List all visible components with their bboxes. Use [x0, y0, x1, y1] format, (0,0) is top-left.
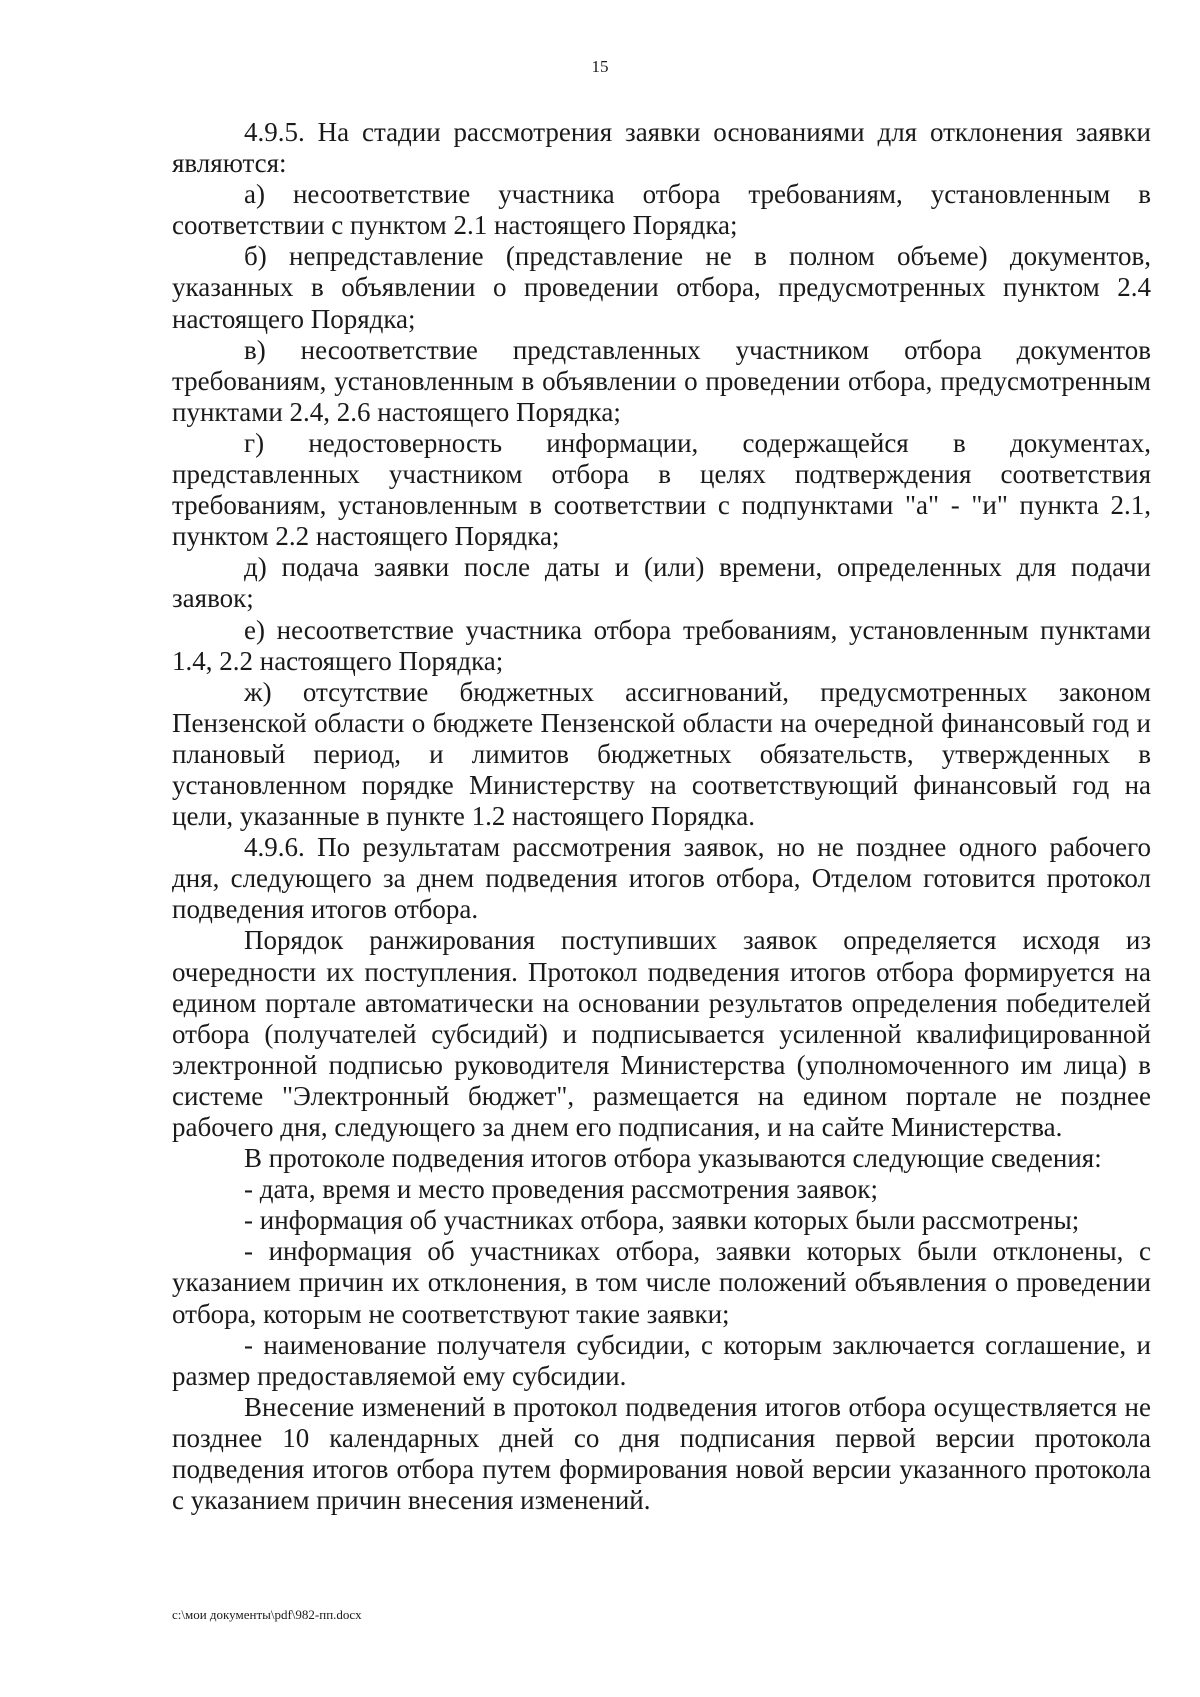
- protocol-item-date: - дата, время и место проведения рассмотрения заявок;: [244, 1174, 879, 1205]
- paragraph-4-9-6: 4.9.6. По результатам рассмотрения заявок, но не позднее одного рабочего дня, следующего за днем подведения итогов отбора, Отделом готовится протокол подведения итогов отбора.: [172, 832, 1151, 925]
- list-item-v: в) несоответствие представленных участником отбора документов требованиям, установленным в объявлении о проведении отбора, предусмотренным пунктами 2.4, 2.6 настоящего Порядка;: [172, 334, 1151, 427]
- document-body: [172, 117, 1151, 1516]
- list-item-e: е) несоответствие участника отбора требованиям, установленным пунктами 1.4, 2.2 настоящего Порядка;: [172, 614, 1151, 676]
- list-item-d: д) подача заявки после даты и (или) времени, определенных для подачи заявок;: [172, 552, 1151, 614]
- list-item-a: а) несоответствие участника отбора требованиям, установленным в соответствии с пунктом 2.1 настоящего Порядка;: [172, 179, 1151, 241]
- paragraph-amendments: Внесение изменений в протокол подведения итогов отбора осуществляется не позднее 10 календарных дней со дня подписания первой версии протокола подведения итогов отбора путем формирования новой версии указанного протокола с указанием причин внесения изменений.: [172, 1391, 1151, 1516]
- protocol-item-recipient: - наименование получателя субсидии, с которым заключается соглашение, и размер предоставляемой ему субсидии.: [172, 1329, 1151, 1391]
- protocol-item-rejected: - информация об участниках отбора, заявки которых были отклонены, с указанием причин их отклонения, в том числе положений объявления о проведении отбора, которым не соответствуют такие заявки;: [172, 1236, 1151, 1329]
- footer-file-path: c:\мои документы\pdf\982-пп.docx: [172, 1607, 362, 1622]
- paragraph-protocol-contents: В протоколе подведения итогов отбора указываются следующие сведения:: [244, 1143, 1102, 1174]
- list-item-g: г) недостоверность информации, содержащейся в документах, представленных участником отбора в целях подтверждения соответствия требованиям, установленным в соответствии с подпунктами "а" - "и" пункта 2.1, пунктом 2.2 настоящего Порядка;: [172, 427, 1151, 552]
- paragraph-ranking-order: Порядок ранжирования поступивших заявок определяется исходя из очередности их поступления. Протокол подведения итогов отбора формируется на едином портале автоматически на основании результатов определения победителей отбора (получателей субсидий) и подписывается усиленной квалифицированной электронной подписью руководителя Министерства (уполномоченного им лица) в системе "Электронный бюджет", размещается на едином портале не позднее рабочего дня, следующего за днем его подписания, и на сайте Министерства.: [172, 925, 1151, 1142]
- paragraph-4-9-5: 4.9.5. На стадии рассмотрения заявки основаниями для отклонения заявки являются:: [172, 117, 1151, 179]
- protocol-item-reviewed: - информация об участниках отбора, заявки которых были рассмотрены;: [244, 1205, 1080, 1236]
- list-item-zh: ж) отсутствие бюджетных ассигнований, предусмотренных законом Пензенской области о бюджете Пензенской области на очередной финансовый год и плановый период, и лимитов бюджетных обязательств, утвержденных в установленном порядке Министерству на соответствующий финансовый год на цели, указанные в пункте 1.2 настоящего Порядка.: [172, 676, 1151, 832]
- page-number: 15: [591, 57, 609, 76]
- list-item-b: б) непредставление (представление не в полном объеме) документов, указанных в объявлении о проведении отбора, предусмотренных пунктом 2.4 настоящего Порядка;: [172, 241, 1151, 334]
